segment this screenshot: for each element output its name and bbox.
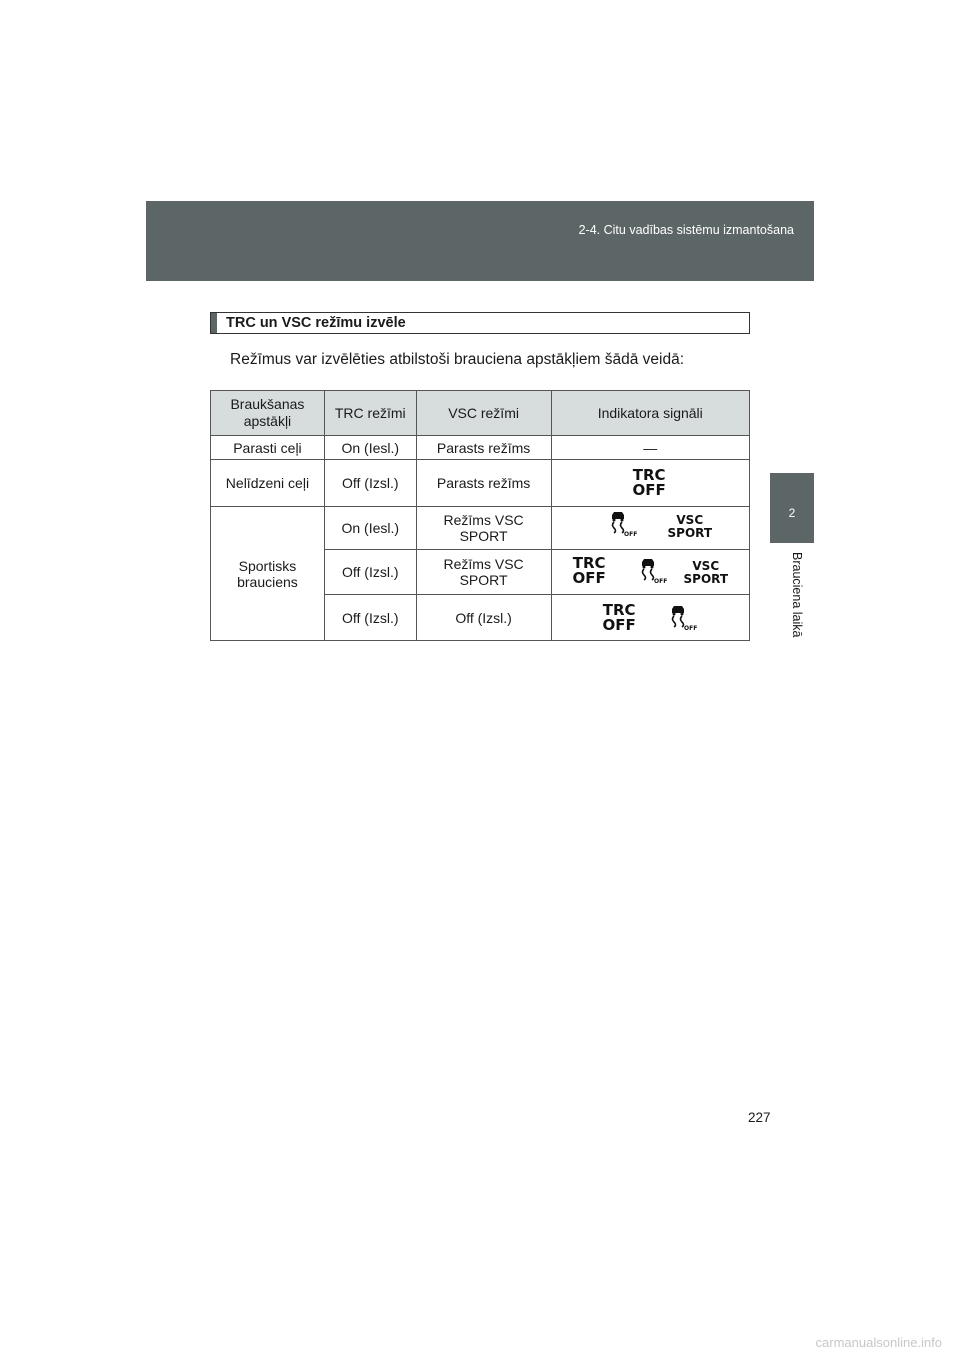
vsc-mode-cell: Režīms VSC SPORT	[416, 550, 551, 595]
table-row	[211, 436, 750, 460]
header-band	[146, 201, 814, 281]
indicator-cell	[551, 595, 750, 641]
svg-text:OFF: OFF	[683, 625, 697, 632]
vsc-mode-cell: Parasts režīms	[416, 436, 551, 460]
trc-mode-cell: On (Iesl.)	[324, 507, 416, 550]
condition-cell: Sportisks brauciens	[211, 507, 325, 641]
svg-text:OFF: OFF	[623, 531, 637, 538]
column-header-indicators: Indikatora signāli	[551, 391, 750, 436]
intro-text: Režīmus var izvēlēties atbilstoši brauciena apstākļiem šādā veidā:	[230, 351, 685, 368]
vsc-mode-cell: Parasts režīms	[416, 460, 551, 507]
section-heading	[210, 312, 750, 334]
column-header-conditions: Braukšanas apstākļi	[211, 391, 325, 436]
mode-table	[210, 390, 750, 641]
vsc-mode-cell: Režīms VSC SPORT	[416, 507, 551, 550]
svg-text:OFF: OFF	[653, 578, 667, 585]
vsc-off-icon	[638, 558, 667, 585]
watermark: carmanualsonline.info	[815, 1335, 942, 1350]
column-header-vsc: VSC režīmi	[416, 391, 551, 436]
column-header-trc: TRC režīmi	[324, 391, 416, 436]
table-row	[211, 460, 750, 507]
table-header-row	[211, 391, 750, 436]
trc-mode-cell: On (Iesl.)	[324, 436, 416, 460]
indicator-cell	[551, 550, 750, 595]
condition-cell: Parasti ceļi	[211, 436, 325, 460]
condition-cell: Nelīdzeni ceļi	[211, 460, 325, 507]
vsc-sport-icon: VSC SPORT	[667, 513, 713, 540]
indicator-cell	[551, 460, 750, 507]
section-title: TRC un VSC režīmu izvēle	[226, 315, 406, 331]
chapter-title: 2-4. Citu vadības sistēmu izmantošana	[578, 223, 794, 237]
indicator-cell: —	[551, 436, 750, 460]
trc-off-icon: TRC OFF	[572, 554, 606, 587]
vsc-off-icon	[608, 511, 637, 538]
vsc-off-icon	[668, 605, 697, 632]
chapter-tab-label: Brauciena laikā	[790, 552, 804, 638]
trc-mode-cell: Off (Izsl.)	[324, 550, 416, 595]
page-number: 227	[748, 1110, 771, 1125]
trc-off-icon: TRC OFF	[632, 466, 666, 499]
indicator-cell	[551, 507, 750, 550]
heading-marker	[211, 313, 217, 333]
trc-mode-cell: Off (Izsl.)	[324, 595, 416, 641]
trc-mode-cell: Off (Izsl.)	[324, 460, 416, 507]
chapter-tab	[770, 473, 814, 543]
table-row	[211, 507, 750, 550]
trc-off-icon: TRC OFF	[602, 601, 636, 634]
chapter-number: 2	[788, 506, 796, 520]
vsc-sport-icon: VSC SPORT	[683, 559, 729, 586]
vsc-mode-cell: Off (Izsl.)	[416, 595, 551, 641]
